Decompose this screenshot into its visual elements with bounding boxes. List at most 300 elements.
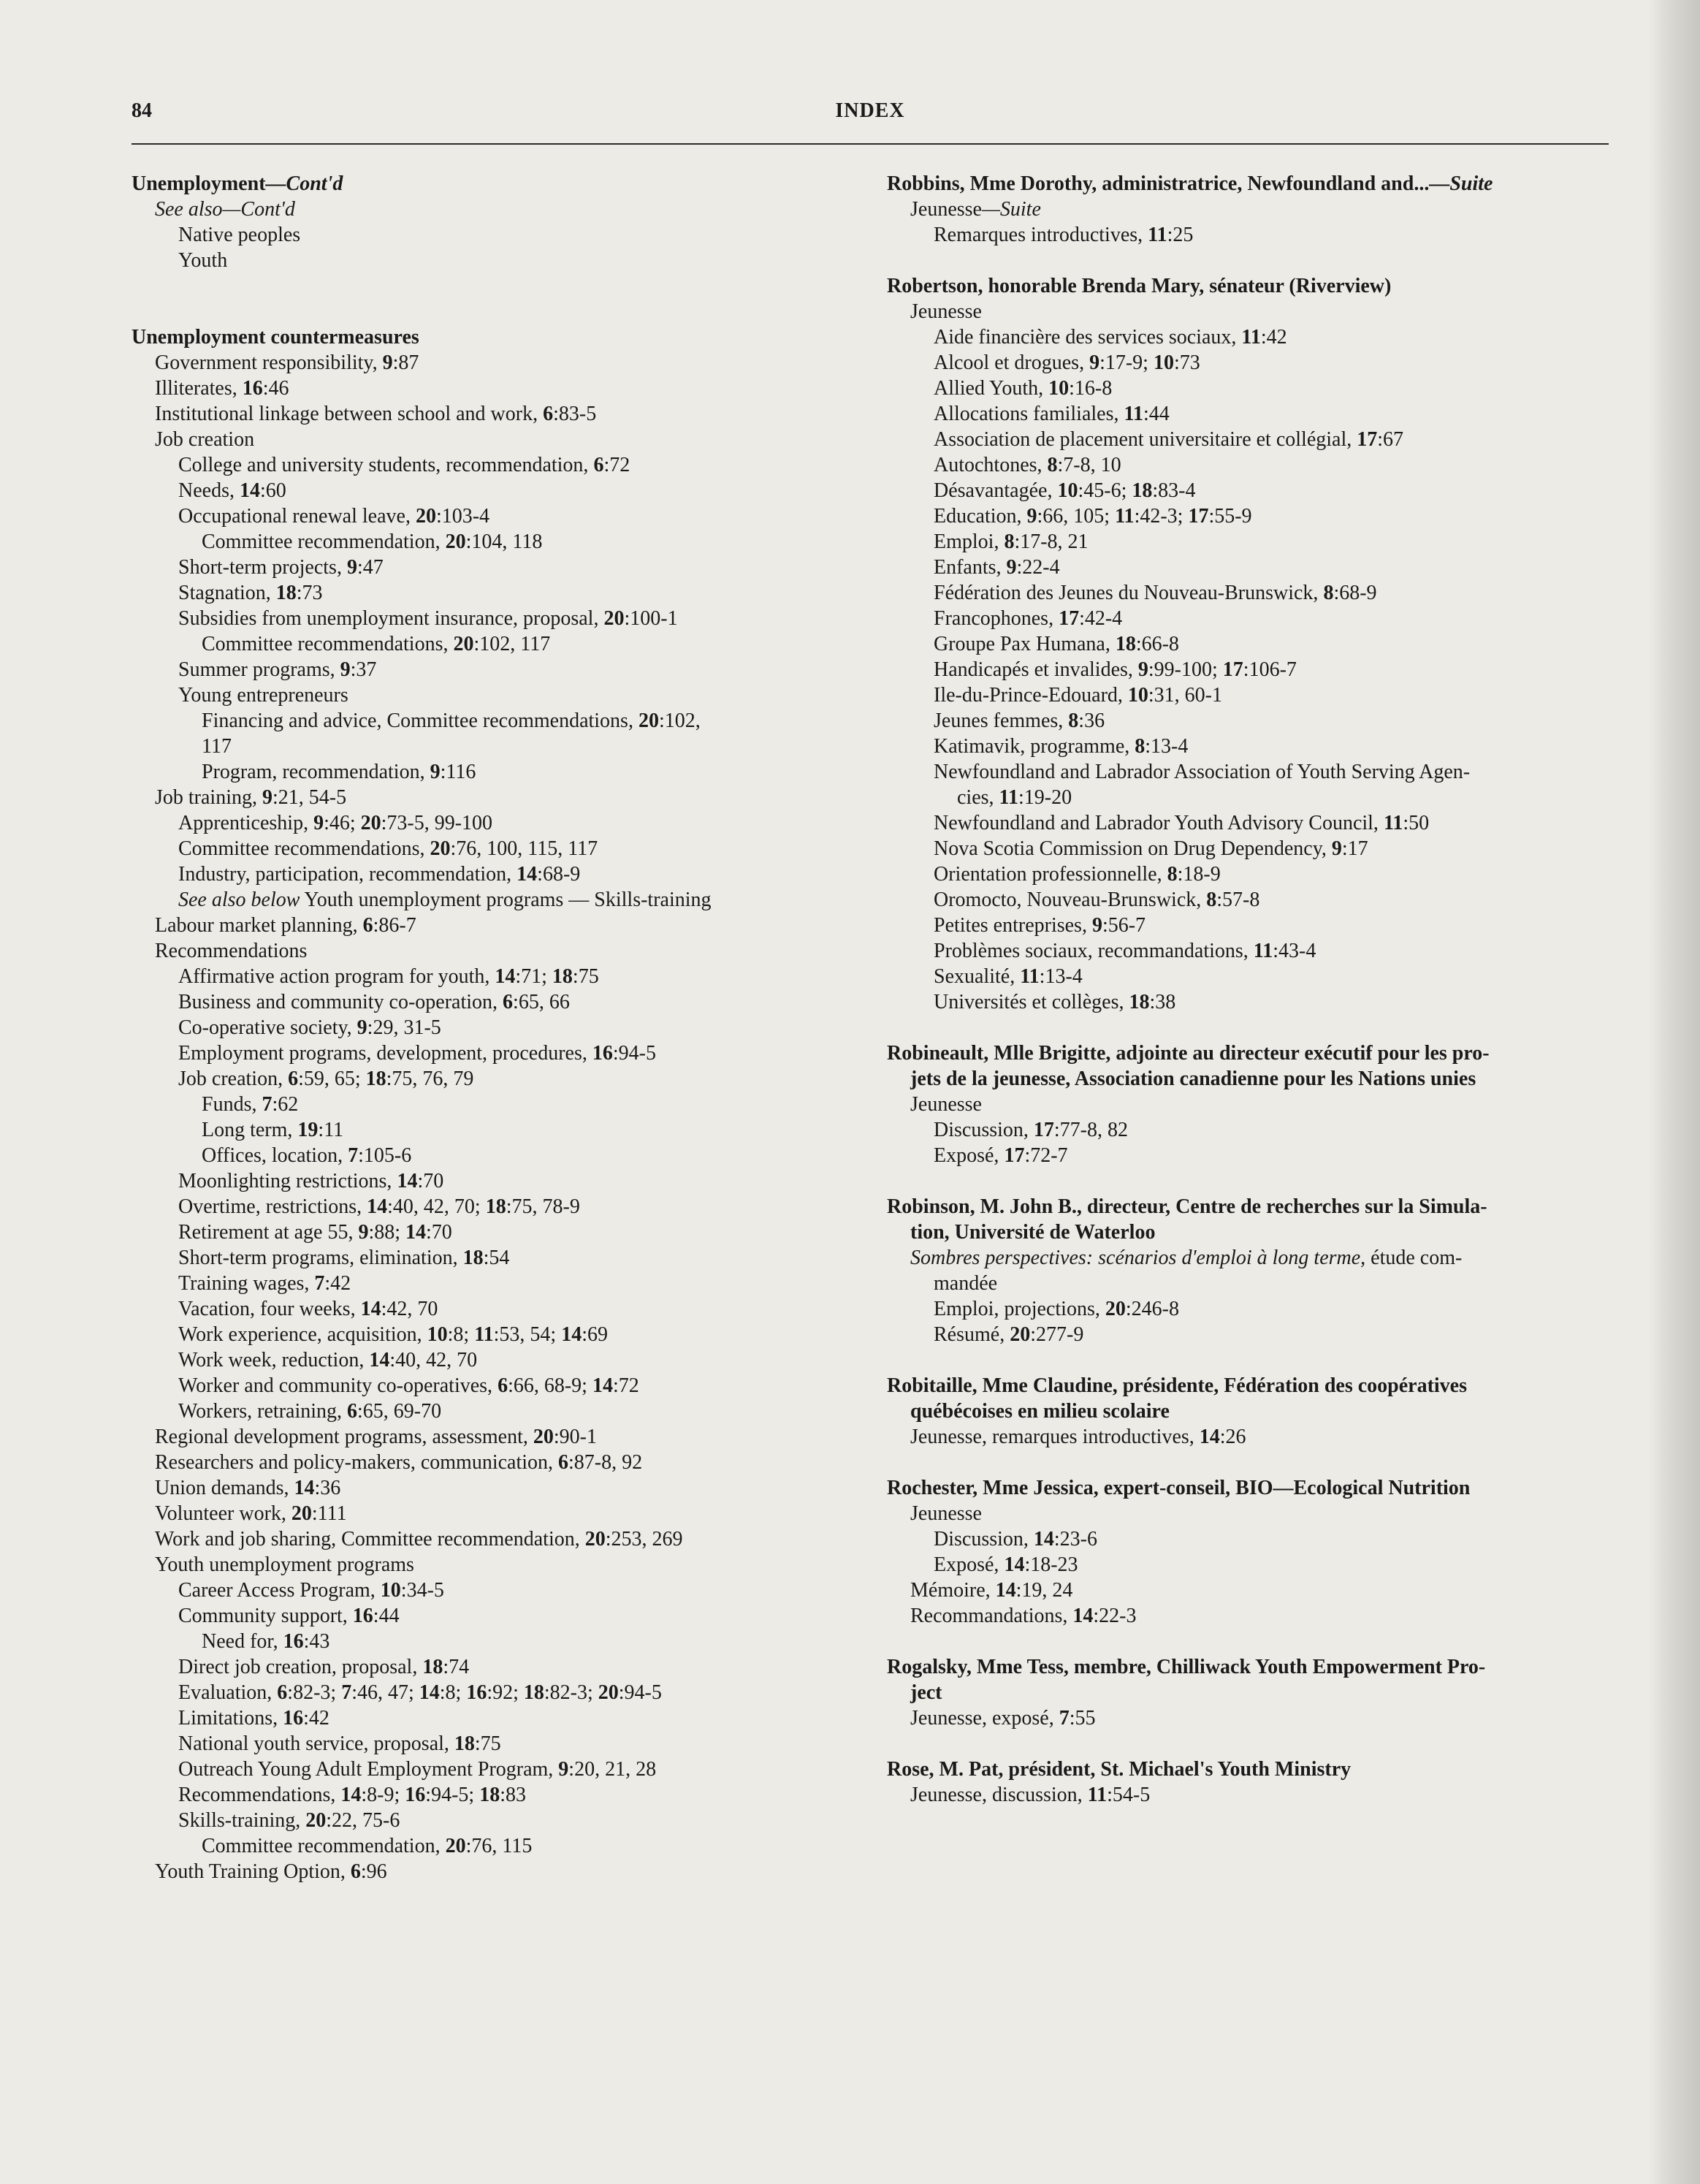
volume-number: 11: [1383, 812, 1403, 834]
entry-text: Government responsibility,: [155, 351, 383, 374]
entry-text: Youth Training Option,: [155, 1860, 351, 1883]
index-entry: [131, 1271, 862, 1296]
entry-text: Moonlighting restrictions,: [178, 1170, 397, 1192]
index-entry: [131, 1680, 862, 1705]
index-entry: [131, 1194, 862, 1220]
entry-text: :54-5: [1107, 1784, 1151, 1806]
entry-text: Jeunesse: [910, 198, 982, 221]
index-entry: [887, 682, 1610, 708]
volume-number: 9: [430, 761, 441, 783]
volume-number: 20: [445, 530, 466, 553]
entry-text: Summer programs,: [178, 658, 340, 681]
volume-number: 7: [262, 1093, 272, 1116]
index-entry: [131, 350, 862, 376]
index-entry: [131, 682, 862, 708]
entry-text: Funds,: [202, 1093, 262, 1116]
entry-text: Rose, M. Pat, président, St. Michael's Youth Ministry: [887, 1758, 1352, 1781]
volume-number: 8: [1047, 454, 1058, 476]
entry-text: Rogalsky, Mme Tess, membre, Chilliwack Youth Empowerment Pro-: [887, 1656, 1486, 1678]
entry-text: :46: [262, 377, 289, 400]
entry-text: Overtime, restrictions,: [178, 1195, 367, 1218]
entry-text: Young entrepreneurs: [178, 684, 348, 707]
entry-text: Training wages,: [178, 1272, 315, 1295]
index-entry: [131, 1603, 862, 1629]
entry-text: Exposé,: [934, 1553, 1005, 1576]
index-entry: [887, 197, 1610, 222]
volume-number: 14: [369, 1349, 390, 1371]
volume-number: 20: [360, 812, 381, 834]
entry-text: :42, 70: [381, 1298, 438, 1320]
entry-text: :83-4: [1152, 479, 1196, 502]
entry-text: jets de la jeunesse, Association canadienne pour les Nations unies: [910, 1068, 1476, 1090]
index-heading: [887, 1220, 1610, 1245]
volume-number: 9: [357, 1016, 367, 1039]
volume-number: 17: [1004, 1144, 1025, 1167]
entry-text: Short-term projects,: [178, 556, 347, 579]
index-entry: [131, 1833, 862, 1859]
entry-text: :13-4: [1039, 965, 1083, 988]
volume-number: 18: [523, 1681, 544, 1704]
entry-text: :42: [303, 1707, 329, 1730]
entry-text: Robinson, M. John B., directeur, Centre de recherches sur la Simula-: [887, 1195, 1487, 1218]
entry-text: Handicapés et invalides,: [934, 658, 1138, 681]
index-heading: [887, 1475, 1610, 1501]
entry-text: Oromocto, Nouveau-Brunswick,: [934, 889, 1207, 911]
index-entry: [887, 1245, 1610, 1271]
index-entry: [131, 1552, 862, 1578]
entry-text: :42: [324, 1272, 351, 1295]
index-entry: [131, 887, 862, 913]
index-entry: [131, 1501, 862, 1526]
volume-number: 20: [305, 1809, 327, 1832]
entry-text: :70: [426, 1221, 452, 1244]
entry-text: :87: [392, 351, 419, 374]
entry-text: Employment programs, development, procedures,: [178, 1042, 592, 1065]
entry-text: étude com-: [1365, 1247, 1463, 1269]
entry-text: :75: [572, 965, 599, 988]
entry-text: Jeunesse, discussion,: [910, 1784, 1088, 1806]
entry-text: Autochtones,: [934, 454, 1048, 476]
index-entry: [131, 376, 862, 401]
index-entry: [131, 1526, 862, 1552]
index-entry: [131, 785, 862, 810]
entry-text: :23-6: [1053, 1528, 1098, 1551]
entry-text: :65, 69-70: [357, 1400, 442, 1423]
index-entry: [131, 503, 862, 529]
index-entry: [887, 1424, 1610, 1450]
entry-text: :53, 54;: [493, 1323, 562, 1346]
index-entry: [887, 1501, 1610, 1526]
entry-text: Subsidies from unemployment insurance, proposal,: [178, 607, 604, 630]
volume-number: 7: [348, 1144, 359, 1167]
entry-text: :87-8, 92: [568, 1451, 643, 1474]
index-entry: [131, 1629, 862, 1654]
entry-text: Institutional linkage between school and work,: [155, 403, 544, 425]
entry-text: :88;: [368, 1221, 406, 1244]
index-entry: [131, 1015, 862, 1040]
entry-text: :96: [360, 1860, 387, 1883]
entry-text: Association de placement universitaire et collégial,: [934, 428, 1357, 451]
entry-text: Worker and community co-operatives,: [178, 1374, 498, 1397]
volume-number: 18: [485, 1195, 506, 1218]
entry-text: :83: [500, 1784, 526, 1806]
entry-text: :34-5: [400, 1579, 444, 1602]
volume-number: 9: [1026, 505, 1037, 528]
volume-number: 17: [1357, 428, 1378, 451]
entry-text: :25: [1167, 224, 1194, 246]
volume-number: 18: [1115, 633, 1136, 655]
volume-number: 20: [584, 1528, 606, 1551]
entry-text: :277-9: [1030, 1323, 1084, 1346]
volume-number: 17: [1059, 607, 1080, 630]
entry-text: :66, 105;: [1037, 505, 1116, 528]
volume-number: 11: [474, 1323, 494, 1346]
entry-text: :75, 78-9: [506, 1195, 580, 1218]
index-entry: [887, 1578, 1610, 1603]
volume-number: 18: [552, 965, 573, 988]
entry-text: :105-6: [358, 1144, 412, 1167]
index-entry: [131, 478, 862, 503]
entry-text: Allied Youth,: [934, 377, 1049, 400]
index-entry: [887, 1143, 1610, 1168]
entry-text: :72: [612, 1374, 639, 1397]
entry-text: :31, 60-1: [1148, 684, 1222, 707]
page-header: [131, 99, 1609, 129]
index-entry: [131, 1475, 862, 1501]
entry-text: Affirmative action program for youth,: [178, 965, 495, 988]
italic-text: —Suite: [981, 198, 1041, 221]
entry-text: Jeunes femmes,: [934, 709, 1069, 732]
index-entry: [131, 1424, 862, 1450]
entry-text: :46, 47;: [351, 1681, 419, 1704]
volume-number: 18: [275, 582, 297, 604]
volume-number: 9: [340, 658, 351, 681]
index-entry: [131, 1578, 862, 1603]
index-entry: [131, 1322, 862, 1347]
entry-text: :73-5, 99-100: [381, 812, 493, 834]
index-entry: [887, 708, 1610, 734]
entry-text: :55-9: [1208, 505, 1252, 528]
entry-text: :111: [311, 1502, 347, 1525]
entry-text: :253, 269: [605, 1528, 683, 1551]
volume-number: 20: [445, 1835, 466, 1857]
entry-text: :99-100;: [1148, 658, 1223, 681]
volume-number: 6: [503, 991, 514, 1013]
entry-text: :100-1: [624, 607, 678, 630]
index-entry: [887, 938, 1610, 964]
entry-text: :40, 42, 70: [389, 1349, 478, 1371]
index-entry: [887, 324, 1610, 350]
index-entry: [131, 964, 862, 989]
index-entry: [887, 836, 1610, 861]
index-entry: [131, 401, 862, 427]
index-heading: [887, 1680, 1610, 1705]
entry-text: Skills-training,: [178, 1809, 306, 1832]
index-heading: [887, 1040, 1610, 1066]
entry-text: Jeunesse: [910, 1093, 982, 1116]
entry-text: Work week, reduction,: [178, 1349, 370, 1371]
volume-number: 17: [1222, 658, 1243, 681]
entry-text: :42-3;: [1134, 505, 1189, 528]
volume-number: 11: [1148, 224, 1167, 246]
index-heading: [887, 171, 1610, 197]
entry-text: :72: [603, 454, 630, 476]
entry-text: :59, 65;: [298, 1068, 366, 1090]
volume-number: 10: [380, 1579, 401, 1602]
entry-text: :47: [357, 556, 384, 579]
index-entry: [131, 631, 862, 657]
entry-text: Business and community co-operation,: [178, 991, 503, 1013]
entry-text: :22-4: [1016, 556, 1060, 579]
index-entry: [131, 1143, 862, 1168]
index-heading: [887, 1066, 1610, 1092]
italic-text: —Suite: [1429, 172, 1493, 195]
volume-number: 10: [1153, 351, 1174, 374]
index-entry: [887, 1092, 1610, 1117]
index-entry: [887, 401, 1610, 427]
entry-text: Emploi, projections,: [934, 1298, 1105, 1320]
index-heading: [887, 1373, 1610, 1399]
entry-text: Robineault, Mlle Brigitte, adjointe au directeur exécutif pour les pro-: [887, 1042, 1490, 1065]
index-entry: [131, 248, 862, 273]
index-entry: [131, 1705, 862, 1731]
entry-text: :65, 66: [513, 991, 570, 1013]
entry-text: Youth: [178, 249, 228, 272]
volume-number: 9: [313, 812, 324, 834]
entry-text: :102,: [658, 709, 701, 732]
entry-text: :57-8: [1216, 889, 1260, 911]
volume-number: 16: [242, 377, 263, 400]
volume-number: 9: [262, 786, 272, 809]
index-entry: [887, 555, 1610, 580]
entry-text: :22-3: [1093, 1605, 1137, 1627]
volume-number: 18: [462, 1247, 484, 1269]
volume-number: 16: [352, 1605, 373, 1627]
entry-text: Aide financière des services sociaux,: [934, 326, 1242, 349]
entry-spacer: [887, 1347, 1610, 1373]
entry-text: Katimavik, programme,: [934, 735, 1135, 758]
index-entry: [131, 452, 862, 478]
entry-text: :62: [272, 1093, 299, 1116]
entry-text: :18-9: [1177, 863, 1221, 886]
volume-number: 6: [347, 1400, 357, 1423]
entry-text: 117: [202, 735, 232, 758]
entry-text: Union demands,: [155, 1477, 294, 1499]
index-entry: [131, 580, 862, 606]
entry-text: Job training,: [155, 786, 262, 809]
entry-text: Recommendations,: [178, 1784, 341, 1806]
entry-text: :246-8: [1125, 1298, 1179, 1320]
index-entry: [887, 913, 1610, 938]
entry-text: Need for,: [202, 1630, 283, 1653]
volume-number: 11: [1241, 326, 1261, 349]
volume-number: 14: [517, 863, 538, 886]
entry-text: :76, 100, 115, 117: [450, 837, 598, 860]
italic-text: —Cont'd: [265, 172, 343, 195]
entry-spacer: [887, 1629, 1610, 1654]
entry-text: cies,: [957, 786, 999, 809]
entry-text: Allocations familiales,: [934, 403, 1124, 425]
entry-text: Alcool et drogues,: [934, 351, 1090, 374]
entry-spacer: [131, 273, 862, 299]
entry-text: :56-7: [1102, 914, 1146, 937]
index-entry: [887, 529, 1610, 555]
entry-text: :19, 24: [1015, 1579, 1073, 1602]
entry-text: Recommandations,: [910, 1605, 1073, 1627]
volume-number: 6: [593, 454, 604, 476]
index-column-left: [131, 171, 862, 1884]
entry-spacer: [131, 299, 862, 324]
volume-number: 8: [1135, 735, 1146, 758]
entry-text: :36: [314, 1477, 341, 1499]
volume-number: 14: [294, 1477, 315, 1499]
entry-text: Stagnation,: [178, 582, 276, 604]
index-entry: [131, 708, 862, 734]
entry-text: Rochester, Mme Jessica, expert-conseil, BIO—Ecological Nutrition: [887, 1477, 1471, 1499]
volume-number: 20: [415, 505, 436, 528]
index-entry: [887, 1552, 1610, 1578]
entry-text: :94-5;: [425, 1784, 480, 1806]
entry-text: Direct job creation, proposal,: [178, 1656, 423, 1678]
entry-text: québécoises en milieu scolaire: [910, 1400, 1170, 1423]
volume-number: 20: [1105, 1298, 1126, 1320]
entry-text: :46;: [324, 812, 361, 834]
entry-text: Emploi,: [934, 530, 1005, 553]
index-entry: [131, 427, 862, 452]
volume-number: 9: [558, 1758, 569, 1781]
volume-number: 11: [1253, 940, 1273, 962]
volume-number: 14: [995, 1579, 1016, 1602]
volume-number: 9: [358, 1221, 369, 1244]
index-entry: [131, 1859, 862, 1884]
index-entry: [887, 478, 1610, 503]
entry-text: :55: [1069, 1707, 1096, 1730]
entry-text: :60: [259, 479, 286, 502]
entry-text: :116: [440, 761, 476, 783]
index-entry: [131, 1168, 862, 1194]
index-column-right: [887, 171, 1610, 1808]
entry-text: Retirement at age 55,: [178, 1221, 359, 1244]
index-entry: [131, 1296, 862, 1322]
volume-number: 14: [419, 1681, 440, 1704]
index-entry: [131, 1450, 862, 1475]
volume-number: 11: [1115, 505, 1135, 528]
volume-number: 20: [603, 607, 625, 630]
entry-text: Mémoire,: [910, 1579, 996, 1602]
entry-text: Co-operative society,: [178, 1016, 357, 1039]
index-entry: [131, 1808, 862, 1833]
entry-spacer: [887, 1450, 1610, 1475]
index-entry: [887, 452, 1610, 478]
entry-text: :40, 42, 70;: [387, 1195, 486, 1218]
index-entry: [887, 1603, 1610, 1629]
entry-text: Discussion,: [934, 1528, 1034, 1551]
entry-spacer: [887, 248, 1610, 273]
index-entry: [131, 1399, 862, 1424]
entry-text: :67: [1377, 428, 1404, 451]
volume-number: 14: [360, 1298, 381, 1320]
volume-number: 14: [239, 479, 260, 502]
entry-text: :106-7: [1243, 658, 1297, 681]
volume-number: 7: [314, 1272, 325, 1295]
entry-text: Volunteer work,: [155, 1502, 291, 1525]
running-head: INDEX: [835, 99, 905, 122]
entry-text: :38: [1149, 991, 1176, 1013]
volume-number: 11: [1087, 1784, 1108, 1806]
entry-text: Robitaille, Mme Claudine, présidente, Fédération des coopératives: [887, 1374, 1468, 1397]
index-entry: [887, 503, 1610, 529]
entry-spacer: [887, 1168, 1610, 1194]
entry-text: :8-9;: [361, 1784, 405, 1806]
index-entry: [887, 785, 1610, 810]
entry-text: :82-3;: [287, 1681, 342, 1704]
index-entry: [131, 1782, 862, 1808]
volume-number: 16: [405, 1784, 426, 1806]
volume-number: 18: [1132, 479, 1153, 502]
index-entry: [887, 427, 1610, 452]
entry-text: :83-5: [553, 403, 597, 425]
volume-number: 18: [1129, 991, 1150, 1013]
volume-number: 10: [1057, 479, 1078, 502]
entry-text: Robbins, Mme Dorothy, administratrice, Newfoundland and...: [887, 172, 1430, 195]
index-entry: [887, 964, 1610, 989]
index-entry: [887, 580, 1610, 606]
entry-text: :17: [1341, 837, 1368, 860]
volume-number: 6: [498, 1374, 508, 1397]
entry-text: :75, 76, 79: [386, 1068, 474, 1090]
entry-text: Fédération des Jeunes du Nouveau-Brunswick,: [934, 582, 1324, 604]
volume-number: 16: [466, 1681, 487, 1704]
entry-text: Jeunesse: [910, 300, 982, 323]
entry-text: Financing and advice, Committee recommendations,: [202, 709, 639, 732]
index-entry: [887, 734, 1610, 759]
entry-text: :66, 68-9;: [508, 1374, 592, 1397]
entry-text: Education,: [934, 505, 1027, 528]
index-entry: [131, 606, 862, 631]
volume-number: 20: [453, 633, 474, 655]
index-entry: [887, 350, 1610, 376]
entry-text: Industry, participation, recommendation,: [178, 863, 517, 886]
entry-text: :43: [303, 1630, 330, 1653]
entry-text: :77-8, 82: [1053, 1119, 1129, 1141]
entry-text: Committee recommendation,: [202, 1835, 446, 1857]
index-entry: [887, 1526, 1610, 1552]
volume-number: 6: [288, 1068, 299, 1090]
entry-text: Limitations,: [178, 1707, 283, 1730]
index-entry: [131, 734, 862, 759]
entry-text: Universités et collèges,: [934, 991, 1129, 1013]
index-entry: [131, 836, 862, 861]
volume-number: 20: [533, 1426, 554, 1448]
entry-text: Occupational renewal leave,: [178, 505, 416, 528]
entry-text: Native peoples: [178, 224, 301, 246]
entry-text: Exposé,: [934, 1144, 1005, 1167]
entry-text: Jeunesse, remarques introductives,: [910, 1426, 1200, 1448]
entry-text: :19-20: [1018, 786, 1072, 809]
index-entry: [887, 222, 1610, 248]
index-entry: [887, 887, 1610, 913]
index-entry: [887, 1322, 1610, 1347]
volume-number: 9: [382, 351, 393, 374]
entry-text: :69: [582, 1323, 608, 1346]
volume-number: 14: [367, 1195, 388, 1218]
entry-text: :94-5: [612, 1042, 656, 1065]
volume-number: 14: [397, 1170, 418, 1192]
volume-number: 18: [422, 1656, 443, 1678]
entry-text: :72-7: [1024, 1144, 1068, 1167]
entry-text: Program, recommendation,: [202, 761, 430, 783]
volume-number: 16: [283, 1707, 304, 1730]
